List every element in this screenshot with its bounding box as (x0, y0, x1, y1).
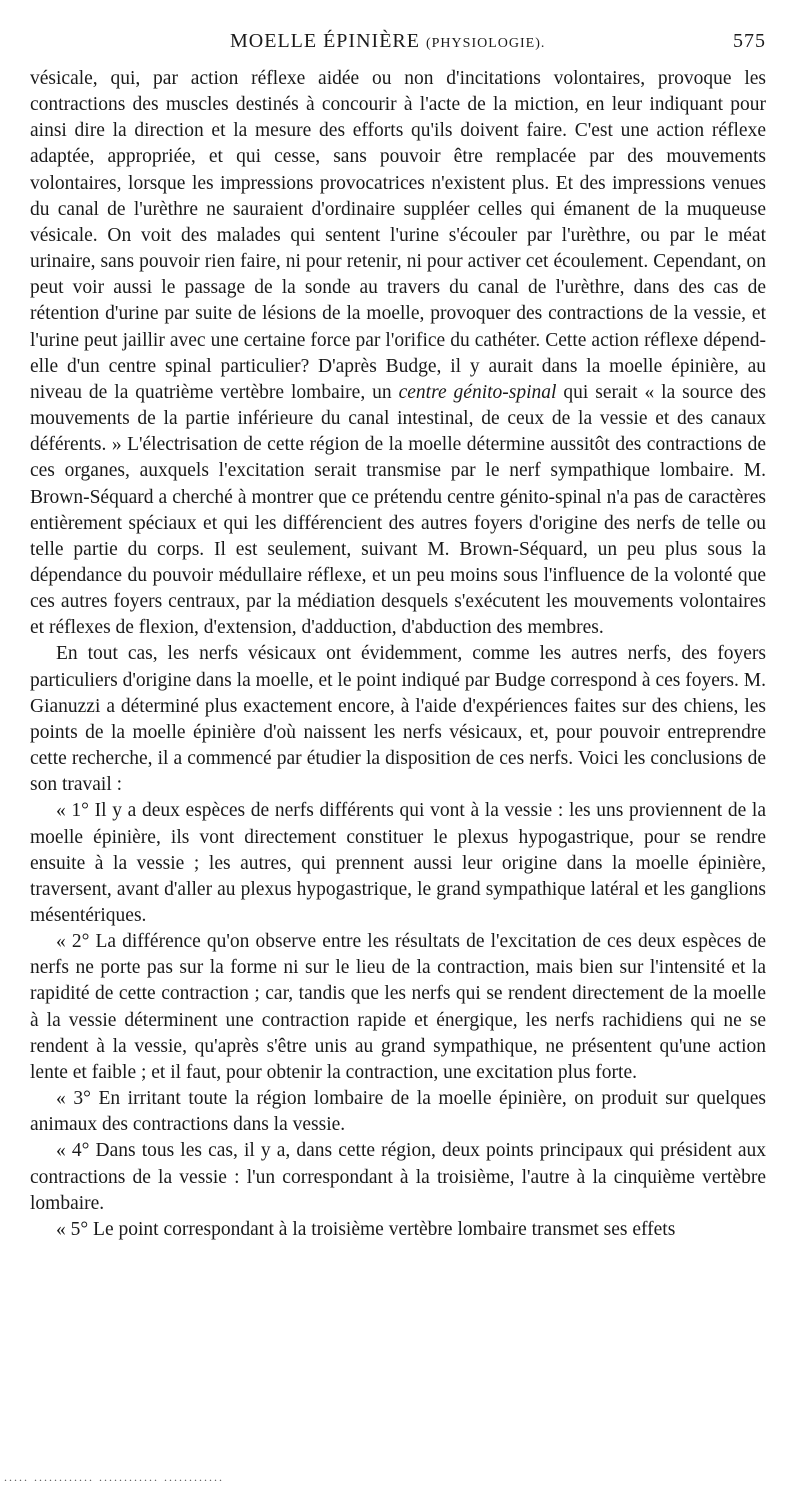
running-header (30, 0, 766, 52)
italic-term: centre génito-spinal (398, 381, 557, 403)
footer-dots: ..... ............ ............ ............ (4, 1470, 224, 1484)
paragraph (30, 798, 766, 929)
paragraph (30, 1217, 766, 1243)
paragraph (30, 1138, 766, 1216)
running-title-sub: (PHYSIOLOGIE). (425, 36, 546, 51)
text-run: vésicale, qui, par action réflexe aidée ou non d'incitations volontaires, provoque les contractions des muscles destinés à concourir à l'acte de la miction, en leur indiquant pour ainsi dire la direction et la mesure des efforts qu'ils doivent faire. C'est une action réflexe adaptée, appropriée, et qui cesse, sans pouvoir être remplacée par des mouvements volontaires, lorsque les impressions provocatrices n'existent plus. Et des impressions venues du canal de l'urèthre ne sauraient d'ordinaire suppléer celles qui émanent de la muqueuse vésicale. On voit des malades qui sentent l'urine s'écouler par l'urèthre, ou par le méat urinaire, sans pouvoir rien faire, ni pour retenir, ni pour activer cet écoulement. Cependant, on peut voir aussi le passage de la sonde au travers du canal de l'urèthre, dans des cas de rétention d'urine par suite de lésions de la moelle, provoquer des contractions de la vessie, et l'urine peut jaillir avec une certaine force par l'orifice du cathéter. Cette action réflexe dépend-elle d'un centre spinal particulier? D'après Budge, il y aurait dans la moelle épinière, au niveau de la quatrième vertèbre lombaire, un (30, 68, 766, 403)
paragraph (30, 641, 766, 798)
page (30, 0, 767, 1240)
text-run: « 4° Dans tous les cas, il y a, dans cette région, deux points principaux qui président aux contractions de la vessie : l'un correspondant à la troisième, l'autre à la cinquième vertèbre lombaire. (30, 1140, 766, 1214)
running-title-main: MOELLE ÉPINIÈRE (230, 30, 420, 52)
paragraph (30, 66, 766, 641)
page-number: 575 (733, 30, 766, 52)
body-text (30, 66, 766, 1243)
text-run: En tout cas, les nerfs vésicaux ont évidemment, comme les autres nerfs, des foyers particuliers d'origine dans la moelle, et le point indiqué par Budge correspond à ces foyers. M. Gianuzzi a déterminé plus exactement encore, à l'aide d'expériences faites sur des chiens, les points de la moelle épinière d'où naissent les nerfs vésicaux, et, pour pouvoir entreprendre cette recherche, il a commencé par étudier la disposition de ces nerfs. Voici les conclusions de son travail : (30, 643, 766, 796)
text-run: « 2° La différence qu'on observe entre les résultats de l'excitation de ces deux espèces de nerfs ne porte pas sur la forme ni sur le lieu de la contraction, mais bien sur l'intensité et la rapidité de cette contraction ; car, tandis que les nerfs qui se rendent directement de la moelle à la vessie déterminent une contraction rapide et énergique, les nerfs rachidiens qui ne se rendent à la vessie, qu'après s'être unis au grand sympathique, ne présentent qu'une action lente et faible ; et il faut, pour obtenir la contraction, une excitation plus forte. (30, 931, 766, 1083)
text-run: « 5° Le point correspondant à la troisième vertèbre lombaire transmet ses effets (56, 1218, 676, 1240)
paragraph (30, 929, 766, 1086)
text-run: « 1° Il y a deux espèces de nerfs différents qui vont à la vessie : les uns proviennent de la moelle épinière, ils vont directement constituer le plexus hypogastrique, pour se rendre ensuite à la vessie ; les autres, qui prennent aussi leur origine dans la moelle épinière, traversent, avant d'aller au plexus hypogastrique, le grand sympathique latéral et les ganglions mésentériques. (30, 800, 766, 926)
running-title (230, 30, 545, 53)
text-run: « 3° En irritant toute la région lombaire de la moelle épinière, on produit sur quelques animaux des contractions dans la vessie. (30, 1088, 766, 1136)
text-run: qui serait « la source des mouvements de la partie inférieure du canal intestinal, de ceux de la vessie et des canaux déférents. » L'électrisation de cette région de la moelle détermine aussitôt des contractions de ces organes, auxquels l'excitation serait transmise par le nerf sympathique lombaire. M. Brown-Séquard a cherché à montrer que ce prétendu centre génito-spinal n'a pas de caractères entièrement spéciaux et qui les différencient des autres foyers d'origine des nerfs de telle ou telle partie du corps. Il est seulement, suivant M. Brown-Séquard, un peu plus sous la dépendance du pouvoir médullaire réflexe, et un peu moins sous l'influence de la volonté que ces autres foyers centraux, par la médiation desquels s'exécutent les mouvements volontaires et réflexes de flexion, d'extension, d'adduction, d'abduction des membres. (30, 381, 767, 639)
paragraph (30, 1086, 766, 1138)
